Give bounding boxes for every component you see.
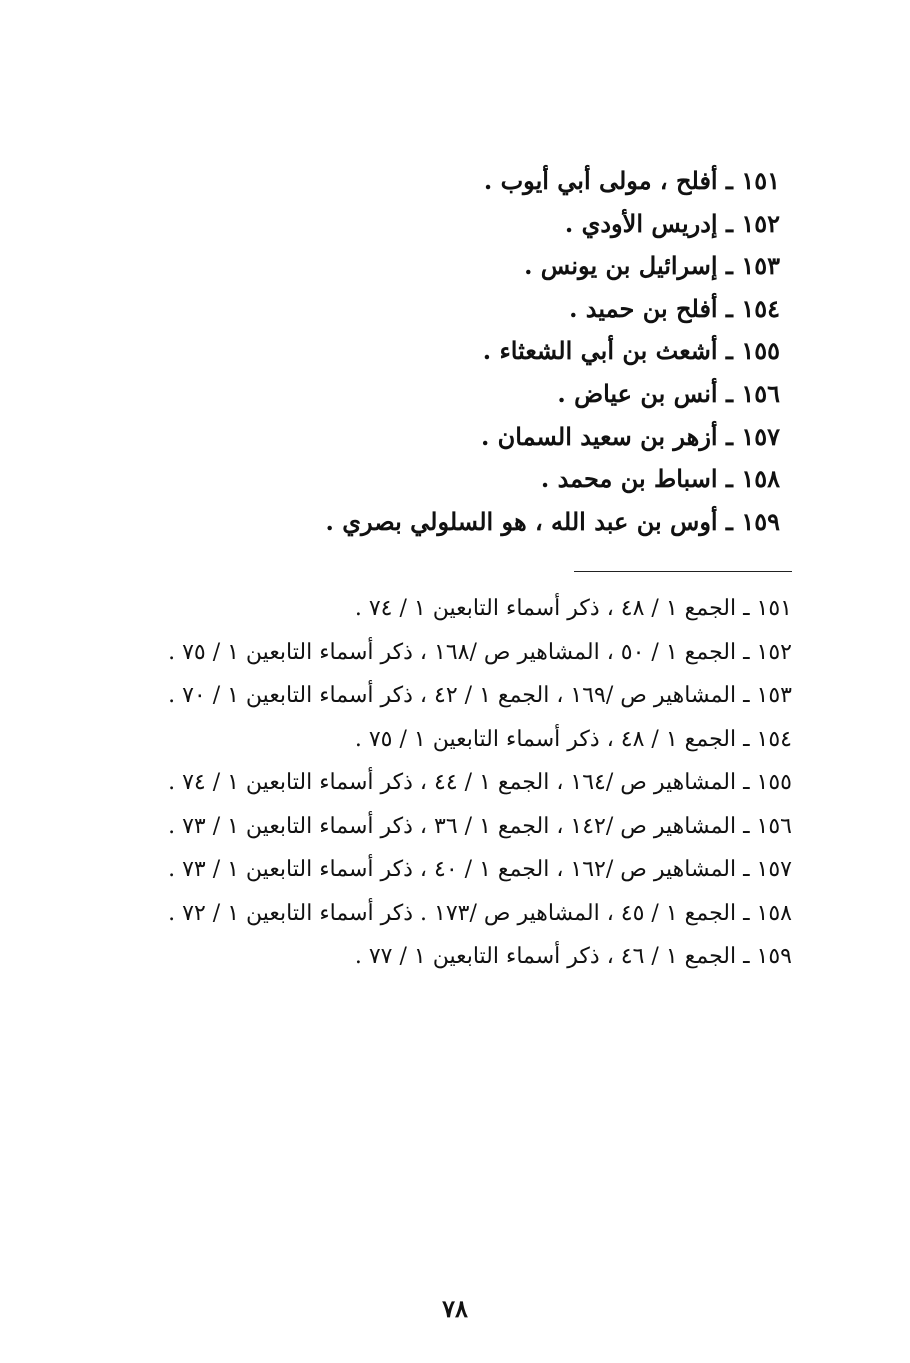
footnote: ١٥٩ ـ الجمع ١ / ٤٦ ، ذكر أسماء التابعين ١ / ٧٧ . xyxy=(354,944,792,969)
list-item: ١٥٨ ـ اسباط بن محمد . xyxy=(540,464,780,494)
footnote: ١٥١ ـ الجمع ١ / ٤٨ ، ذكر أسماء التابعين ١ / ٧٤ . xyxy=(354,596,792,621)
footnote: ١٥٧ ـ المشاهير ص /١٦٢ ، الجمع ١ / ٤٠ ، ذكر أسماء التابعين ١ / ٧٣ . xyxy=(168,857,792,882)
list-item: ١٥٦ ـ أنس بن عياض . xyxy=(557,378,780,408)
list-item: ١٥٩ ـ أوس بن عبد الله ، هو السلولي بصري . xyxy=(325,506,780,536)
footnote: ١٥٥ ـ المشاهير ص /١٦٤ ، الجمع ١ / ٤٤ ، ذكر أسماء التابعين ١ / ٧٤ . xyxy=(168,770,792,795)
footnote: ١٥٦ ـ المشاهير ص /١٤٢ ، الجمع ١ / ٣٦ ، ذكر أسماء التابعين ١ / ٧٣ . xyxy=(168,813,792,839)
list-item: ١٥٣ ـ إسرائيل بن يونس . xyxy=(524,251,780,281)
page-number: ٧٨ xyxy=(442,1294,468,1323)
list-item: ١٥٤ ـ أفلح بن حميد . xyxy=(569,293,780,323)
footnotes xyxy=(102,588,792,980)
list-item: ١٥١ ـ أفلح ، مولى أبي أيوب . xyxy=(483,166,780,195)
footnote-divider xyxy=(574,571,792,572)
footnote: ١٥٣ ـ المشاهير ص /١٦٩ ، الجمع ١ / ٤٢ ، ذكر أسماء التابعين ١ / ٧٠ . xyxy=(168,683,792,708)
footnote: ١٥٢ ـ الجمع ١ / ٥٠ ، المشاهير ص /١٦٨ ، ذكر أسماء التابعين ١ / ٧٥ . xyxy=(168,639,792,665)
narrator-list xyxy=(220,160,780,543)
footnote: ١٥٤ ـ الجمع ١ / ٤٨ ، ذكر أسماء التابعين ١ / ٧٥ . xyxy=(354,726,792,752)
footnote: ١٥٨ ـ الجمع ١ / ٤٥ ، المشاهير ص /١٧٣ . ذكر أسماء التابعين ١ / ٧٢ . xyxy=(168,900,792,926)
list-item: ١٥٢ ـ إدريس الأودي . xyxy=(564,208,780,238)
list-item: ١٥٧ ـ أزهر بن سعيد السمان . xyxy=(480,421,780,451)
list-item: ١٥٥ ـ أشعث بن أبي الشعثاء . xyxy=(482,336,780,366)
